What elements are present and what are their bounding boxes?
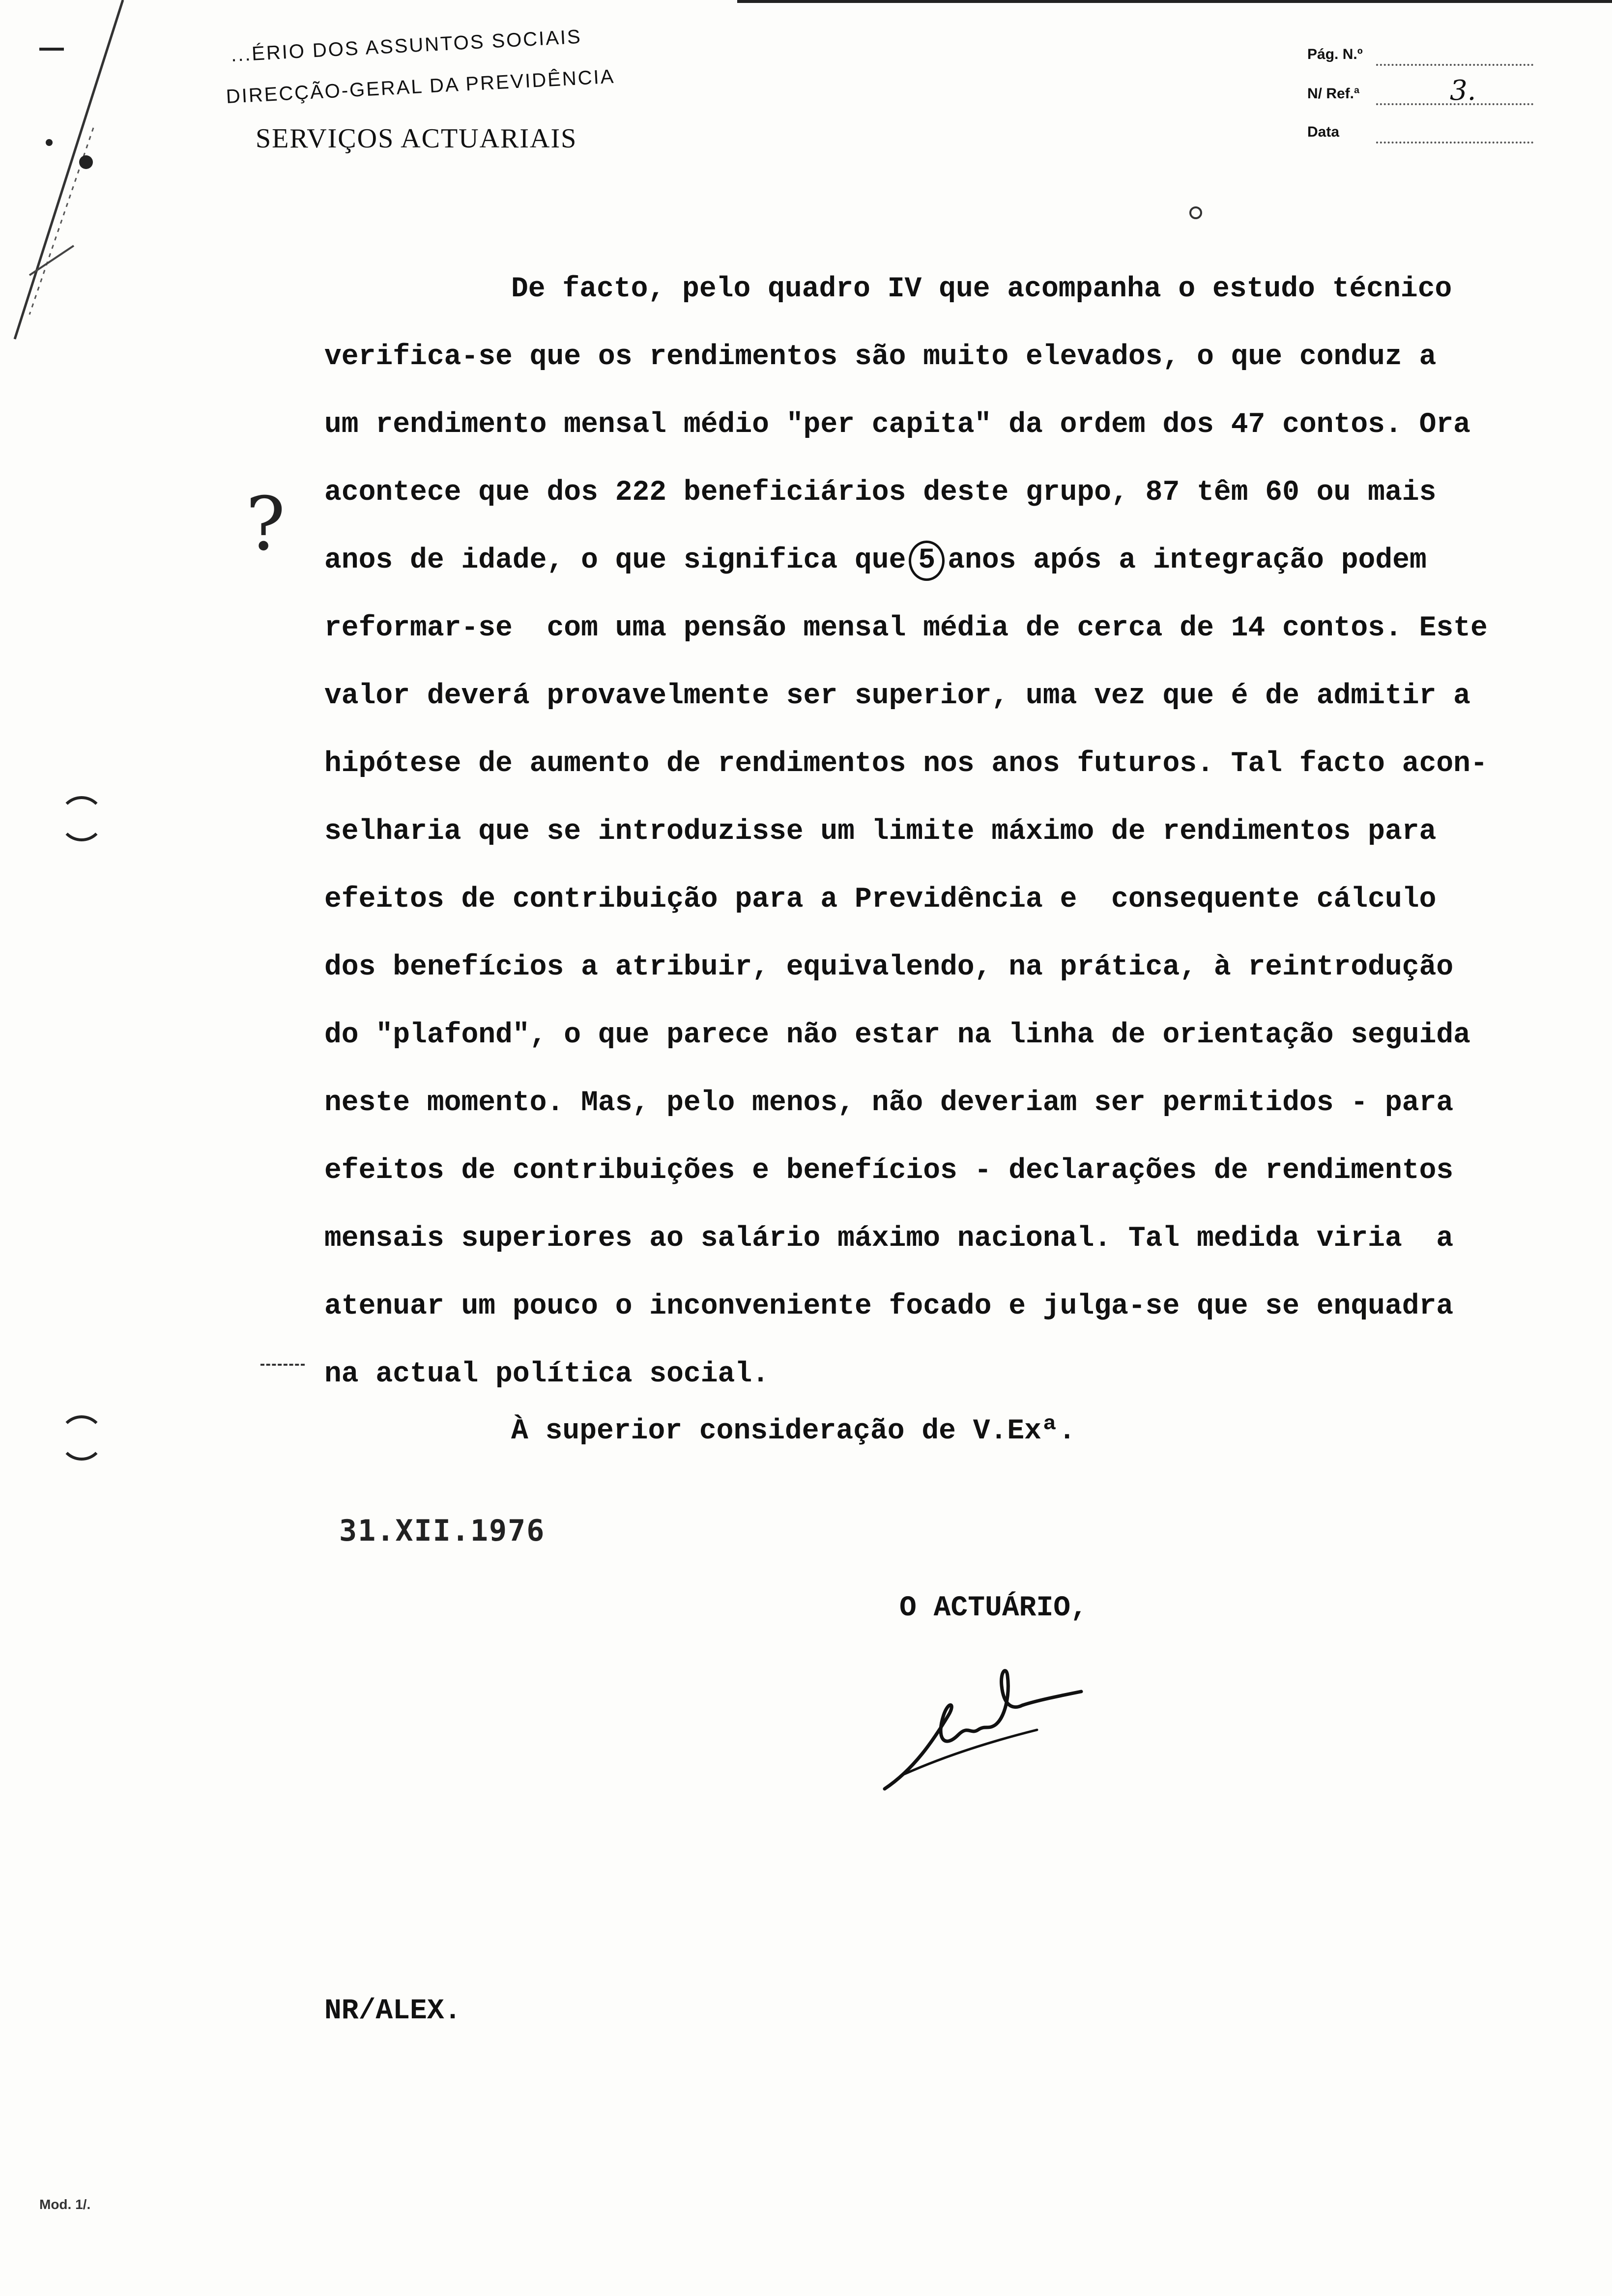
- page-number-row: [1307, 43, 1533, 73]
- body-line: acontece que dos 222 beneficiários deste grupo, 87 têm 60 ou mais: [324, 477, 1437, 509]
- reference-box: [1307, 43, 1533, 156]
- date-row: [1307, 121, 1533, 150]
- closing-line: À superior consideração de V.Exª.: [511, 1415, 1076, 1447]
- directorate-name: DIRECÇÃO-GERAL DA PREVIDÊNCIA: [225, 65, 616, 108]
- body-line-circled: [324, 527, 1612, 595]
- body-line: atenuar um pouco o inconveniente focado e julga-se que se enquadra: [324, 1291, 1454, 1322]
- body-line: do "plafond", o que parece não estar na linha de orientação seguida: [324, 1019, 1470, 1051]
- body-line: mensais superiores ao salário máximo nacional. Tal medida viria a: [324, 1223, 1454, 1255]
- punch-hole-bottom: [59, 1415, 104, 1461]
- top-rule: [737, 0, 1612, 3]
- letterhead: [216, 26, 757, 167]
- handwritten-signature: [875, 1656, 1091, 1804]
- date-stamp: 31.XII.1976: [339, 1514, 546, 1548]
- body-line: valor deverá provavelmente ser superior, uma vez que é de admitir a: [324, 680, 1470, 712]
- margin-pen-marks: [0, 0, 197, 393]
- small-circle-mark: [1189, 206, 1202, 219]
- margin-dash-mark: [260, 1364, 305, 1368]
- reference-row: [1307, 75, 1533, 112]
- body-line: neste momento. Mas, pelo menos, não deveriam ser permitidos - para: [324, 1087, 1454, 1119]
- ministry-name: ...ÉRIO DOS ASSUNTOS SOCIAIS: [230, 26, 582, 66]
- body-line: reformar-se com uma pensão mensal média de cerca de 14 contos. Este: [324, 612, 1488, 644]
- date-label: Data: [1307, 124, 1340, 140]
- body-line: verifica-se que os rendimentos são muito elevados, o que conduz a: [324, 341, 1437, 373]
- signatory-title: O ACTUÁRIO,: [899, 1592, 1088, 1624]
- page-number-dots: [1376, 64, 1533, 66]
- department-name: SERVIÇOS ACTUARIAIS: [256, 123, 577, 154]
- typist-reference: NR/ALEX.: [324, 1995, 461, 2027]
- body-line: na actual política social.: [324, 1358, 769, 1390]
- body-line-part: anos após a integração podem: [948, 545, 1427, 576]
- form-code: Mod. 1/.: [39, 2197, 91, 2212]
- body-line: selharia que se introduzisse um limite máximo de rendimentos para: [324, 816, 1437, 848]
- page-number-label: Pág. N.º: [1307, 46, 1363, 62]
- circled-number: 5: [909, 541, 945, 581]
- date-dots: [1376, 142, 1533, 144]
- reference-label: N/ Ref.ª: [1307, 86, 1360, 102]
- body-line-part: anos de idade, o que significa que: [324, 545, 906, 576]
- body-line: efeitos de contribuições e benefícios - declarações de rendimentos: [324, 1155, 1454, 1187]
- body-line: efeitos de contribuição para a Previdência e consequente cálculo: [324, 884, 1437, 916]
- body-line: De facto, pelo quadro IV que acompanha o estudo técnico: [511, 273, 1452, 305]
- body-line: um rendimento mensal médio "per capita" da ordem dos 47 contos. Ora: [324, 409, 1470, 441]
- body-line: dos benefícios a atribuir, equivalendo, na prática, à reintrodução: [324, 951, 1454, 983]
- body-line: hipótese de aumento de rendimentos nos anos futuros. Tal facto acon-: [324, 748, 1488, 780]
- margin-question-mark: ?: [246, 482, 286, 567]
- reference-value: 3.: [1450, 75, 1476, 107]
- letter-body: [324, 256, 1612, 1408]
- punch-hole-top: [59, 796, 104, 841]
